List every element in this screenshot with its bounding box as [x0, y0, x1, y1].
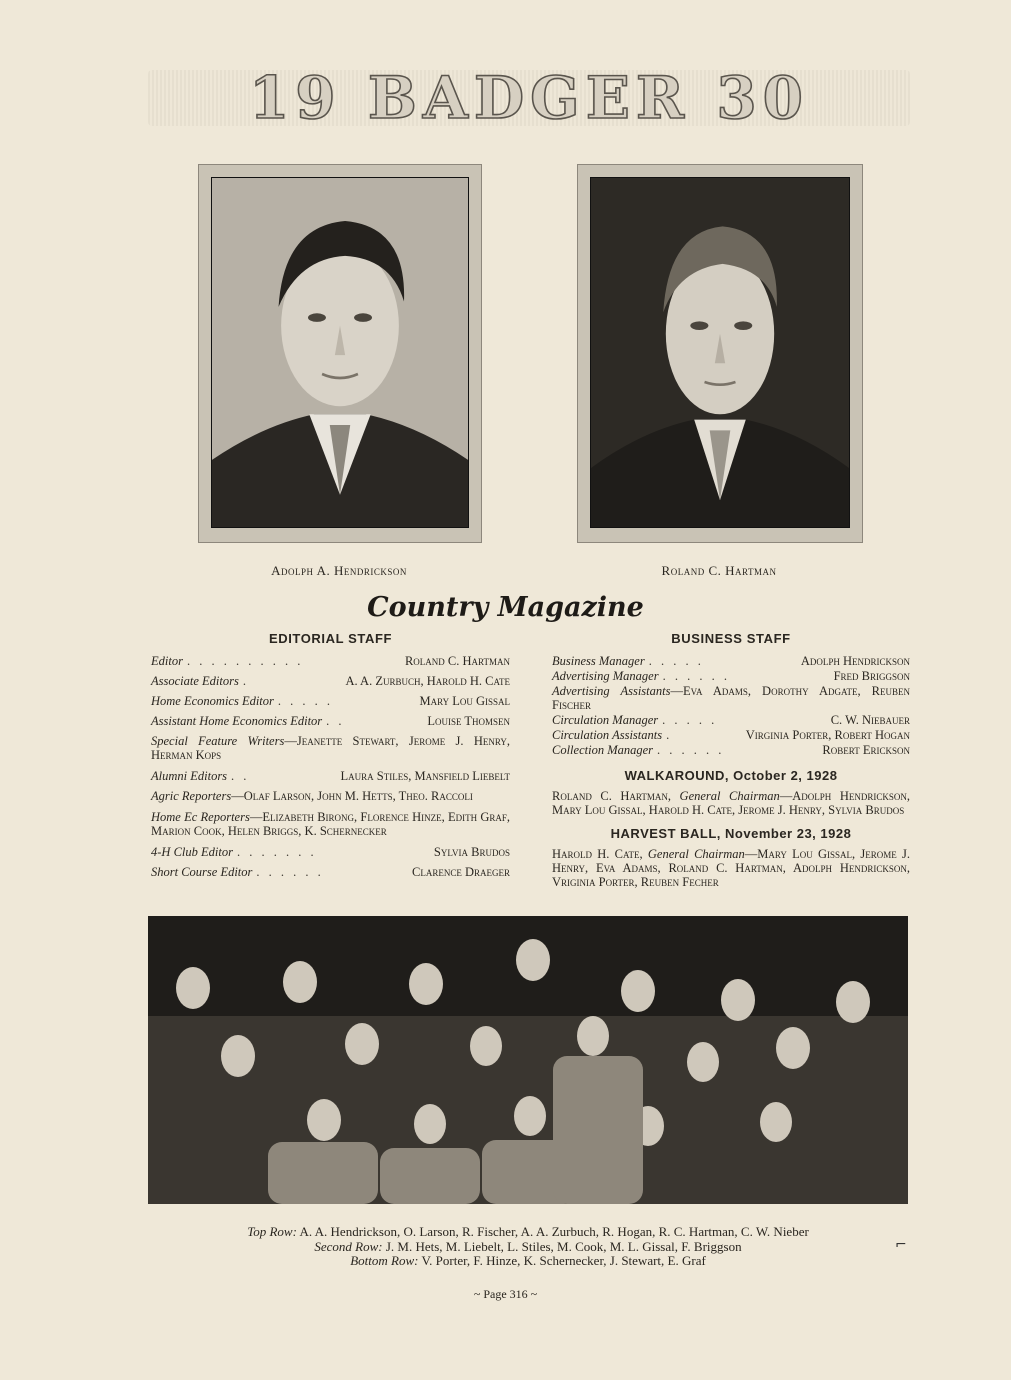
staff-names: —Eva Adams, Dorothy Adgate, Reuben Fischer: [552, 684, 910, 712]
dot-leader: . . . . . .: [256, 865, 324, 879]
role-label: Advertising Manager: [552, 669, 659, 683]
dot-leader: . . . . . . . . . .: [186, 654, 304, 668]
chairman-role: General Chairman: [647, 847, 745, 861]
page-number: ~ Page 316 ~: [473, 1287, 538, 1301]
dot-leader: . . . . . . .: [236, 845, 317, 859]
caption-second-row: [148, 1240, 908, 1255]
role-label: Assistant Home Economics Editor: [151, 714, 323, 728]
staff-names: Laura Stiles, Mansfield Liebelt: [340, 769, 510, 783]
staff-row: [151, 654, 510, 668]
portrait-frame-hartman: [577, 164, 863, 543]
portrait-photo-hartman: [590, 177, 850, 528]
dot-leader: . .: [326, 714, 345, 728]
group-photo: [148, 916, 908, 1204]
dot-leader: . . . . .: [648, 654, 704, 668]
dot-leader: . .: [231, 769, 250, 783]
role-label: Home Economics Editor: [151, 694, 274, 708]
dot-leader: . . . . . .: [657, 743, 725, 757]
staff-row: [552, 669, 910, 683]
role-label: 4-H Club Editor: [151, 845, 233, 859]
walkaround-heading: WALKAROUND, October 2, 1928: [624, 768, 838, 783]
role-label: Circulation Assistants: [552, 728, 663, 742]
caption-top-row: [148, 1225, 908, 1240]
section-title: Country Magazine: [367, 592, 644, 623]
staff-names: Robert Erickson: [822, 743, 910, 757]
row-label: Bottom Row:: [350, 1253, 419, 1268]
staff-row: [151, 845, 510, 859]
staff-names: Fred Briggson: [833, 669, 910, 683]
dot-leader: . . . . .: [662, 713, 718, 727]
role-label: Alumni Editors: [151, 769, 228, 783]
staff-names: —Jeanette Stewart, Jerome J. Henry, Herman Kops: [151, 734, 510, 762]
role-label: Circulation Manager: [552, 713, 659, 727]
editorial-staff: [151, 632, 510, 885]
row-names: V. Porter, F. Hinze, K. Schernecker, J. Stewart, E. Graf: [421, 1253, 706, 1268]
portrait-caption-hendrickson: Adolph A. Hendrickson: [271, 563, 407, 578]
role-label: Advertising Assistants: [552, 684, 671, 698]
business-heading: BUSINESS STAFF: [671, 631, 791, 646]
chairman-name: Harold H. Cate,: [552, 847, 643, 861]
staff-paragraph: [552, 684, 910, 712]
portrait-photo-hendrickson: [211, 177, 469, 528]
committee-names: —Adolph Hendrickson, Mary Lou Gissal, Harold H. Cate, Jerome J. Henry, Sylvia Brudos: [552, 789, 910, 817]
dot-leader: .: [242, 674, 249, 688]
staff-names: Roland C. Hartman: [404, 654, 510, 668]
staff-row: [151, 714, 510, 728]
staff-row: [552, 743, 910, 757]
editorial-heading: EDITORIAL STAFF: [268, 631, 393, 646]
role-label: Collection Manager: [552, 743, 654, 757]
staff-row: [552, 654, 910, 668]
role-label: Associate Editors: [151, 674, 239, 688]
portrait-frame-hendrickson: [198, 164, 482, 543]
role-label: Business Manager: [552, 654, 645, 668]
portrait-caption-hartman: Roland C. Hartman: [661, 563, 777, 578]
chairman-name: Roland C. Hartman,: [552, 789, 671, 803]
staff-names: Mary Lou Gissal: [419, 694, 510, 708]
staff-row: [151, 769, 510, 783]
staff-row: [151, 674, 510, 688]
chairman-role: General Chairman: [679, 789, 780, 803]
role-label: Short Course Editor: [151, 865, 253, 879]
dot-leader: . . . . .: [277, 694, 334, 708]
staff-paragraph: [151, 734, 510, 762]
staff-names: Adolph Hendrickson: [800, 654, 910, 668]
harvest-ball-committee: [552, 847, 910, 889]
staff-row: [151, 865, 510, 879]
role-label: Editor: [151, 654, 183, 668]
staff-names: Louise Thomsen: [427, 714, 510, 728]
row-names: A. A. Hendrickson, O. Larson, R. Fischer, A. A. Zurbuch, R. Hogan, R. C. Hartman, C. W. Nieber: [299, 1224, 809, 1239]
role-label: Agric Reporters: [151, 789, 232, 803]
role-label: Home Ec Reporters: [151, 810, 250, 824]
committee-names: —Mary Lou Gissal, Jerome J. Henry, Eva Adams, Roland C. Hartman, Adolph Hendrickson, Vriginia Porter, Reuben Fecher: [552, 847, 911, 889]
harvest-ball-heading: HARVEST BALL, November 23, 1928: [610, 826, 852, 841]
row-names: J. M. Hets, M. Liebelt, L. Stiles, M. Cook, M. L. Gissal, F. Briggson: [385, 1238, 742, 1254]
business-staff: [552, 632, 910, 889]
staff-names: —Olaf Larson, John M. Hetts, Theo. Raccoli: [231, 789, 473, 803]
staff-row: [151, 694, 510, 708]
dot-leader: .: [666, 728, 673, 742]
staff-names: Sylvia Brudos: [433, 845, 510, 859]
dot-leader: . . . . . .: [662, 669, 730, 683]
staff-names: Virginia Porter, Robert Hogan: [745, 728, 910, 742]
role-label: Special Feature Writers: [151, 734, 285, 748]
staff-row: [552, 728, 910, 742]
staff-names: —Elizabeth Birong, Florence Hinze, Edith Graf, Marion Cook, Helen Briggs, K. Schernecker: [151, 810, 511, 838]
staff-row: [552, 713, 910, 727]
staff-names: A. A. Zurbuch, Harold H. Cate: [345, 674, 510, 688]
walkaround-committee: [552, 789, 910, 817]
staff-paragraph: [151, 789, 510, 803]
group-photo-captions: [148, 1225, 908, 1269]
row-label: Top Row:: [247, 1224, 297, 1239]
corner-bracket-icon: ⌐: [895, 1237, 907, 1253]
yearbook-header: 19 BADGER 30: [148, 70, 910, 126]
row-label: Second Row:: [314, 1238, 383, 1254]
staff-names: Clarence Draeger: [412, 865, 510, 879]
staff-names: C. W. Niebauer: [830, 713, 910, 727]
caption-bottom-row: [148, 1254, 908, 1269]
staff-paragraph: [151, 810, 510, 838]
